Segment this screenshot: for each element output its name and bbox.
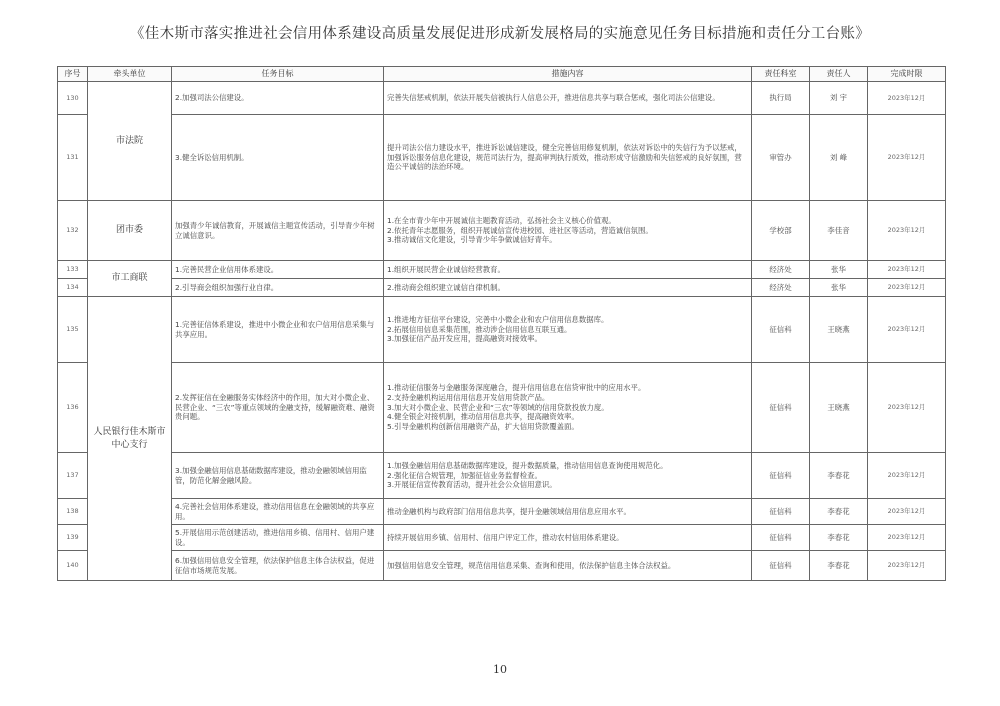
responsible-office: 征信科 bbox=[752, 453, 810, 499]
row-number: 137 bbox=[58, 453, 88, 499]
measure-line: 3.加大对小微企业、民营企业和“三农”等领域的信用贷款投放力度。 bbox=[387, 402, 609, 412]
lead-unit: 团市委 bbox=[88, 201, 172, 261]
page-number: 10 bbox=[493, 663, 507, 676]
deadline: 2023年12月 bbox=[868, 297, 946, 363]
row-number: 134 bbox=[58, 279, 88, 297]
header-responsible-office: 责任科室 bbox=[752, 67, 810, 82]
measures-cell bbox=[384, 453, 752, 499]
table-row bbox=[58, 363, 946, 453]
responsible-person: 王晓燕 bbox=[810, 363, 868, 453]
measure-line: 1.推进地方征信平台建设，完善中小微企业和农户信用信息数据库。 bbox=[387, 314, 609, 324]
responsible-office: 学校部 bbox=[752, 201, 810, 261]
deadline: 2023年12月 bbox=[868, 115, 946, 201]
responsible-person: 李春花 bbox=[810, 499, 868, 525]
measures-cell bbox=[384, 261, 752, 279]
responsible-office: 征信科 bbox=[752, 363, 810, 453]
table-header-row bbox=[58, 67, 946, 82]
header-measures: 措施内容 bbox=[384, 67, 752, 82]
document-title: 《佳木斯市落实推进社会信用体系建设高质量发展促进形成新发展格局的实施意见任务目标措施和责任分工台账》 bbox=[130, 26, 870, 42]
header-lead-unit: 牵头单位 bbox=[88, 67, 172, 82]
task-goal: 加强青少年诚信教育，开展诚信主题宣传活动，引导青少年树立诚信意识。 bbox=[172, 201, 384, 261]
measure-line: 推动金融机构与政府部门信用信息共享，提升金融领域信用信息应用水平。 bbox=[387, 506, 631, 516]
header-no: 序号 bbox=[58, 67, 88, 82]
table-row bbox=[58, 297, 946, 363]
measure-line: 1.在全市青少年中开展诚信主题教育活动，弘扬社会主义核心价值观。 bbox=[387, 215, 616, 225]
table-row bbox=[58, 453, 946, 499]
measures-cell bbox=[384, 115, 752, 201]
header-task-goal: 任务目标 bbox=[172, 67, 384, 82]
responsible-office: 审管办 bbox=[752, 115, 810, 201]
table-row bbox=[58, 551, 946, 581]
responsible-office: 征信科 bbox=[752, 551, 810, 581]
measure-line: 提升司法公信力建设水平，推进诉讼诚信建设，健全完善信用修复机制，依法对诉讼中的失信行为予以惩戒，加强诉讼服务信息化建设，规范司法行为，提高审判执行质效，推动形成守信激励和失信惩戒的良好氛围，营造公平诚信的法治环境。 bbox=[387, 142, 742, 172]
measure-line: 1.加强金融信用信息基础数据库建设，提升数据质量，推动信用信息查询使用规范化。 bbox=[387, 460, 668, 470]
deadline: 2023年12月 bbox=[868, 82, 946, 115]
row-number: 130 bbox=[58, 82, 88, 115]
measure-line: 加强信用信息安全管理，规范信用信息采集、查询和使用，依法保护信息主体合法权益。 bbox=[387, 560, 676, 570]
row-number: 133 bbox=[58, 261, 88, 279]
task-goal: 2.发挥征信在金融服务实体经济中的作用，加大对小微企业、民营企业、“三农”等重点领域的金融支持，缓解融资难、融资贵问题。 bbox=[172, 363, 384, 453]
deadline: 2023年12月 bbox=[868, 453, 946, 499]
task-goal: 5.开展信用示范创建活动，推进信用乡镇、信用村、信用户建设。 bbox=[172, 525, 384, 551]
row-number: 135 bbox=[58, 297, 88, 363]
deadline: 2023年12月 bbox=[868, 525, 946, 551]
measures-cell bbox=[384, 297, 752, 363]
measure-line: 2.依托青年志愿服务，组织开展诚信宣传进校园、进社区等活动，营造诚信氛围。 bbox=[387, 225, 653, 235]
responsible-person: 李春花 bbox=[810, 525, 868, 551]
measure-line: 持续开展信用乡镇、信用村、信用户评定工作，推动农村信用体系建设。 bbox=[387, 532, 624, 542]
task-goal: 1.完善征信体系建设，推进中小微企业和农户信用信息采集与共享应用。 bbox=[172, 297, 384, 363]
deadline: 2023年12月 bbox=[868, 551, 946, 581]
measure-line: 1.组织开展民营企业诚信经营教育。 bbox=[387, 264, 505, 274]
lead-unit: 人民银行佳木斯市中心支行 bbox=[88, 297, 172, 581]
task-goal: 4.完善社会信用体系建设，推动信用信息在金融领域的共享应用。 bbox=[172, 499, 384, 525]
measure-line: 3.开展征信宣传教育活动，提升社会公众信用意识。 bbox=[387, 480, 557, 490]
task-ledger-table bbox=[57, 66, 946, 581]
responsible-person: 刘 宇 bbox=[810, 82, 868, 115]
measure-line: 5.引导金融机构创新信用融资产品，扩大信用贷款覆盖面。 bbox=[387, 422, 579, 432]
deadline: 2023年12月 bbox=[868, 201, 946, 261]
responsible-person: 张华 bbox=[810, 279, 868, 297]
row-number: 139 bbox=[58, 525, 88, 551]
measure-line: 3.推动诚信文化建设，引导青少年争做诚信好青年。 bbox=[387, 235, 557, 245]
measures-cell bbox=[384, 525, 752, 551]
table-row bbox=[58, 499, 946, 525]
measure-line: 2.支持金融机构运用信用信息开发信用贷款产品。 bbox=[387, 392, 550, 402]
task-goal: 2.加强司法公信建设。 bbox=[172, 82, 384, 115]
responsible-office: 经济处 bbox=[752, 261, 810, 279]
responsible-office: 执行局 bbox=[752, 82, 810, 115]
row-number: 131 bbox=[58, 115, 88, 201]
measures-cell bbox=[384, 82, 752, 115]
table-row bbox=[58, 279, 946, 297]
measure-line: 2.拓展信用信息采集范围，推动涉企信用信息互联互通。 bbox=[387, 324, 572, 334]
deadline: 2023年12月 bbox=[868, 279, 946, 297]
deadline: 2023年12月 bbox=[868, 261, 946, 279]
task-goal: 1.完善民营企业信用体系建设。 bbox=[172, 261, 384, 279]
deadline: 2023年12月 bbox=[868, 499, 946, 525]
measures-cell bbox=[384, 363, 752, 453]
responsible-person: 刘 峰 bbox=[810, 115, 868, 201]
table-row bbox=[58, 525, 946, 551]
task-goal: 3.加强金融信用信息基础数据库建设，推动金融领域信用监管，防范化解金融风险。 bbox=[172, 453, 384, 499]
task-goal: 6.加强信用信息安全管理，依法保护信息主体合法权益，促进征信市场规范发展。 bbox=[172, 551, 384, 581]
table-row bbox=[58, 261, 946, 279]
measure-line: 完善失信惩戒机制，依法开展失信被执行人信息公开，推进信息共享与联合惩戒，强化司法公信建设。 bbox=[387, 93, 720, 102]
lead-unit: 市法院 bbox=[88, 82, 172, 201]
table-body bbox=[58, 82, 946, 581]
responsible-person: 李佳音 bbox=[810, 201, 868, 261]
header-responsible-person: 责任人 bbox=[810, 67, 868, 82]
measures-cell bbox=[384, 551, 752, 581]
measure-line: 3.加强征信产品开发应用，提高融资对接效率。 bbox=[387, 334, 542, 344]
measures-cell bbox=[384, 499, 752, 525]
measure-line: 2.推动商会组织建立诚信自律机制。 bbox=[387, 282, 505, 292]
responsible-person: 李春花 bbox=[810, 453, 868, 499]
responsible-person: 李春花 bbox=[810, 551, 868, 581]
responsible-office: 征信科 bbox=[752, 525, 810, 551]
responsible-person: 张华 bbox=[810, 261, 868, 279]
row-number: 140 bbox=[58, 551, 88, 581]
table-row bbox=[58, 115, 946, 201]
row-number: 136 bbox=[58, 363, 88, 453]
deadline: 2023年12月 bbox=[868, 363, 946, 453]
measure-line: 2.强化征信合规管理，加强征信业务监督检查。 bbox=[387, 470, 542, 480]
header-deadline: 完成时限 bbox=[868, 67, 946, 82]
table-row bbox=[58, 82, 946, 115]
measure-line: 1.推动征信服务与金融服务深度融合，提升信用信息在信贷审批中的应用水平。 bbox=[387, 382, 646, 392]
row-number: 138 bbox=[58, 499, 88, 525]
task-goal: 3.健全诉讼信用机制。 bbox=[172, 115, 384, 201]
measures-cell bbox=[384, 279, 752, 297]
responsible-office: 征信科 bbox=[752, 297, 810, 363]
responsible-office: 经济处 bbox=[752, 279, 810, 297]
measure-line: 4.健全银企对接机制，推动信用信息共享，提高融资效率。 bbox=[387, 412, 579, 422]
lead-unit: 市工商联 bbox=[88, 261, 172, 297]
responsible-person: 王晓燕 bbox=[810, 297, 868, 363]
row-number: 132 bbox=[58, 201, 88, 261]
table-row bbox=[58, 201, 946, 261]
measures-cell bbox=[384, 201, 752, 261]
responsible-office: 征信科 bbox=[752, 499, 810, 525]
task-goal: 2.引导商会组织加强行业自律。 bbox=[172, 279, 384, 297]
